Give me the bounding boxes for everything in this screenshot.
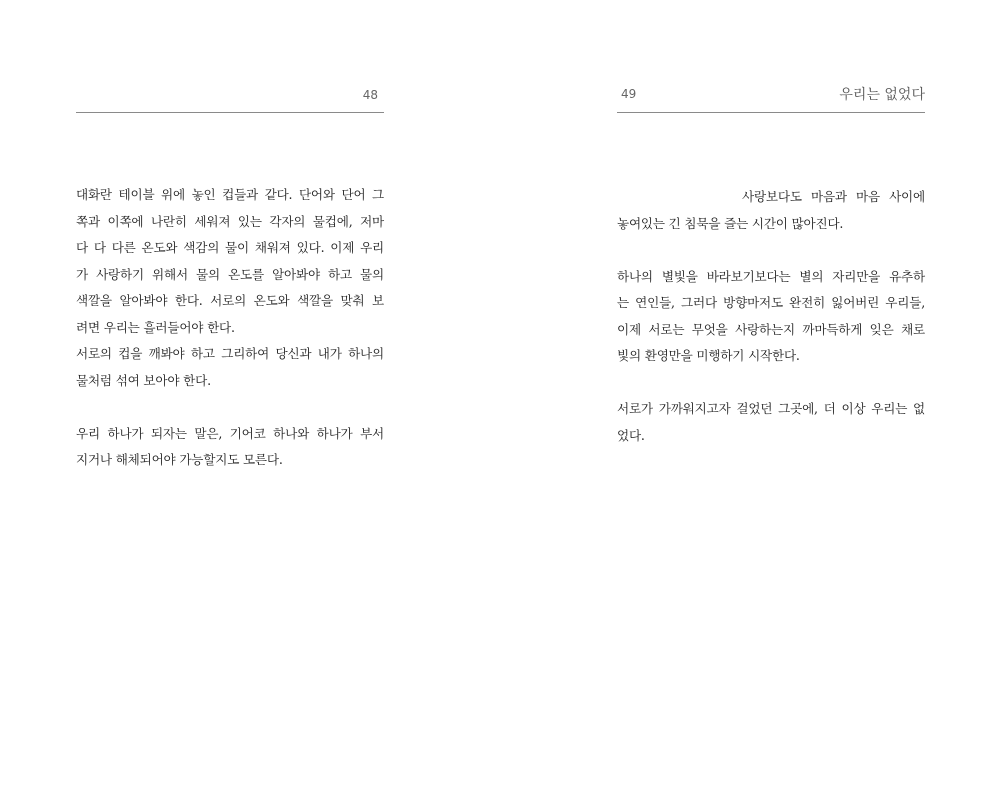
left-page-header [76,84,384,104]
text-line: 서로가 가까워지고자 걸었던 그곳에, 더 이상 우리는 없 [617,401,925,416]
text-line: 하나의 별빛을 바라보기보다는 별의 자리만을 유추하 [617,268,925,284]
text-line: 놓여있는 긴 침묵을 즐는 시간이 많아진다. [617,215,844,231]
text-line: 는 연인들, 그러다 방향마저도 완전히 잃어버린 우리들, [617,295,925,310]
text-line: 사랑보다도 마음과 마음 사이에 [742,189,925,204]
text-line: 쪽과 이쪽에 나란히 세워져 있는 각자의 물컵에, 저마 [76,213,384,229]
text-line: 가 사랑하기 위해서 물의 온도를 알아봐야 하고 물의 [76,266,384,282]
text-line: 이제 서로는 무엇을 사랑하는지 까마득하게 잊은 채로 [617,321,925,337]
text-line: 었다. [617,427,645,443]
right-page-header [617,84,925,104]
text-line: 우리 하나가 되자는 말은, 기어코 하나와 하나가 부서 [76,425,384,441]
header-divider [617,112,925,113]
left-page-body [76,182,384,474]
text-line: 물처럼 섞여 보아야 한다. [76,372,211,388]
text-line: 다 다 다른 온도와 색감의 물이 채워져 있다. 이제 우리 [76,240,384,255]
paragraph-gap [617,370,925,397]
page-number: 49 [621,87,637,101]
text-line: 려면 우리는 흘러들어야 한다. [76,319,235,335]
left-page [76,0,384,785]
right-page [617,0,925,785]
right-page-body [617,184,925,449]
text-line: 대화란 테이블 위에 놓인 컵들과 같다. 단어와 단어 그 [76,187,384,202]
header-divider [76,112,384,113]
page-number: 48 [362,88,378,102]
text-line: 지거나 해체되어야 가능할지도 모른다. [76,452,283,467]
paragraph-gap [617,237,925,264]
text-line: 서로의 컵을 깨봐야 하고 그리하여 당신과 내가 하나의 [76,346,384,361]
text-line: 색깔을 알아봐야 한다. 서로의 온도와 색깔을 맞춰 보 [76,293,384,308]
paragraph-gap [76,394,384,421]
chapter-title: 우리는 없었다 [839,87,925,103]
text-line: 빛의 환영만을 미행하기 시작한다. [617,348,800,363]
